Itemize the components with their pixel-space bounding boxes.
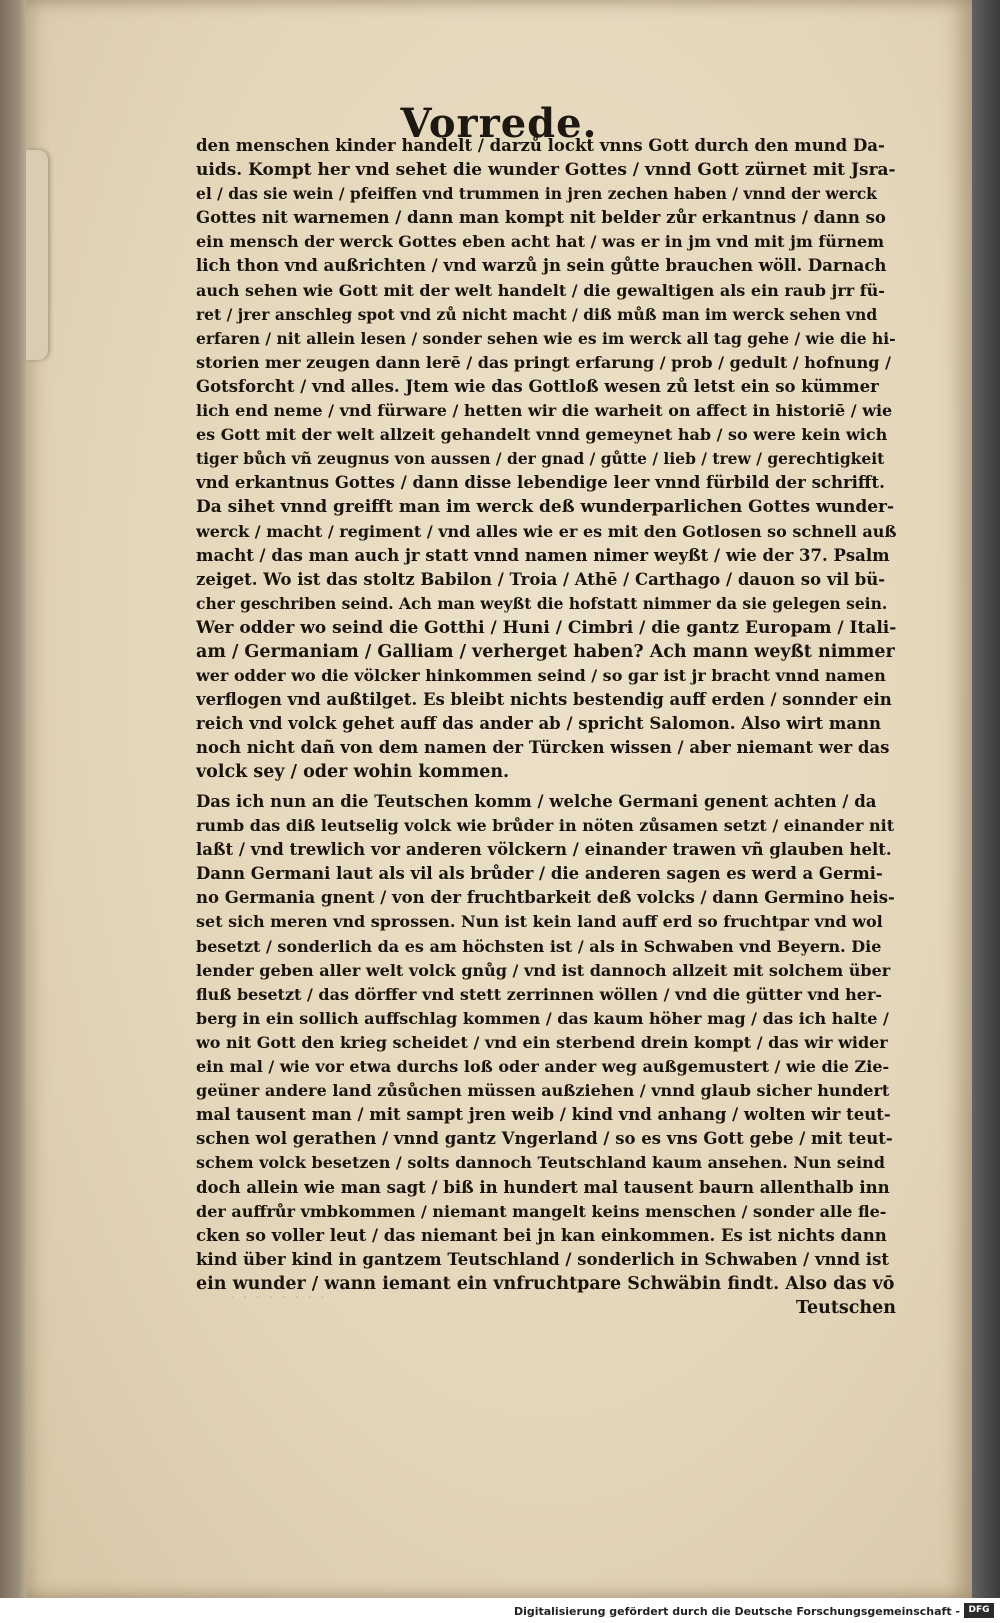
text-line: wo nit Gott den krieg scheidet / vnd ein sterbend drein kompt / das wir wider bbox=[196, 1032, 888, 1052]
text-line: set sich meren vnd sprossen. Nun ist kein land auff erd so fruchtpar vnd wol bbox=[196, 912, 883, 932]
text-line: noch nicht dañ von dem namen der Türcken wissen / aber niemant wer das bbox=[196, 738, 890, 758]
text-line: berg in ein sollich auffschlag kommen / das kaum höher mag / das ich halte / bbox=[196, 1008, 889, 1028]
text-line: Wer odder wo seind die Gotthi / Huni / Cimbri / die gantz Europam / Itali- bbox=[196, 617, 896, 638]
text-line: kind über kind in gantzem Teutschland / sonderlich in Schwaben / vnnd ist bbox=[196, 1249, 889, 1269]
text-line: besetzt / sonderlich da es am höchsten ist / als in Schwaben vnd Beyern. Die bbox=[196, 936, 882, 956]
text-line: erfaren / nit allein lesen / sonder sehen wie es im werck all tag gehe / wie die hi- bbox=[196, 328, 896, 348]
text-line: Dann Germani laut als vil als brůder / die anderen sagen es werd a Germi- bbox=[196, 864, 883, 884]
text-line: auch sehen wie Gott mit der welt handelt / die gewaltigen als ein raub jrr fü- bbox=[196, 280, 885, 300]
text-line: Gottes nit warnemen / dann man kompt nit belder zůr erkantnus / dann so bbox=[196, 208, 886, 228]
text-line: mal tausent man / mit sampt jren weib / kind vnd anhang / wolten wir teut- bbox=[196, 1105, 891, 1125]
text-line: werck / macht / regiment / vnd alles wie er es mit den Gotlosen so schnell auß bbox=[196, 521, 896, 541]
text-line: macht / das man auch jr statt vnnd namen nimer weyßt / wie der 37. Psalm bbox=[196, 545, 890, 565]
dfg-logo-icon: DFG bbox=[964, 1603, 994, 1618]
text-line: Da sihet vnnd greifft man im werck deß wunderparlichen Gottes wunder- bbox=[196, 497, 895, 518]
text-line: ein mensch der werck Gottes eben acht hat / was er in jm vnd mit jm fürnem bbox=[196, 232, 885, 252]
text-line: el / das sie wein / pfeiffen vnd trummen in jren zechen haben / vnnd der werck bbox=[196, 184, 877, 204]
text-line: vnd erkantnus Gottes / dann disse lebendige leer vnnd fürbild der schrifft. bbox=[196, 473, 885, 493]
text-line: laßt / vnd trewlich vor anderen völckern / einander trawen vñ glauben helt. bbox=[196, 840, 892, 860]
text-line: lich end neme / vnd fürware / hetten wir die warheit on affect in historiē / wie bbox=[196, 401, 893, 421]
text-line: schem volck besetzen / solts dannoch Teutschland kaum ansehen. Nun seind bbox=[196, 1153, 885, 1173]
bleed-through-shadow: · · · · · · · · bbox=[230, 1290, 327, 1306]
text-line: Das ich nun an die Teutschen komm / welche Germani genent achten / da bbox=[196, 792, 877, 811]
text-line: am / Germaniam / Galliam / verherget haben? Ach mann weyßt nimmer bbox=[196, 641, 895, 662]
text-line: storien mer zeugen dann lerē / das pringt erfarung / prob / gedult / hofnung / bbox=[196, 352, 891, 372]
text-line: lich thon vnd außrichten / vnd warzů jn sein gůtte brauchen wöll. Darnach bbox=[196, 256, 887, 276]
text-line: rumb das diß leutselig volck wie brůder in nöten zůsamen setzt / einander nit bbox=[196, 816, 895, 836]
text-line: geüner andere land zůsůchen müssen außziehen / vnnd glaub sicher hundert bbox=[196, 1081, 890, 1101]
text-line: der auffrůr vmbkommen / niemant mangelt keins menschen / sonder alle fle- bbox=[196, 1201, 887, 1221]
text-line: volck sey / oder wohin kommen. bbox=[196, 762, 510, 783]
paragraph-2 bbox=[196, 790, 896, 1320]
text-line: es Gott mit der welt allzeit gehandelt vnnd gemeynet hab / so were kein wich bbox=[196, 425, 888, 445]
text-line: doch allein wie man sagt / biß in hundert mal tausent baurn allenthalb inn bbox=[196, 1177, 890, 1197]
text-line: den menschen kinder handelt / darzů lockt vnns Gott durch den mund Da- bbox=[196, 136, 885, 155]
digitization-credit: Digitalisierung gefördert durch die Deutsche Forschungsgemeinschaft - bbox=[513, 1605, 960, 1618]
text-line: ret / jrer anschleg spot vnd zů nicht macht / diß můß man im werck sehen vnd bbox=[196, 304, 878, 324]
text-line: verflogen vnd außtilget. Es bleibt nichts bestendig auff erden / sonnder ein bbox=[196, 690, 892, 710]
text-line: cher geschriben seind. Ach man weyßt die hofstatt nimmer da sie gelegen sein. bbox=[196, 593, 888, 613]
text-line: schen wol gerathen / vnnd gantz Vngerland / so es vns Gott gebe / mit teut- bbox=[196, 1129, 893, 1149]
paragraph-1 bbox=[196, 134, 896, 785]
text-line: zeiget. Wo ist das stoltz Babilon / Troia / Athē / Carthago / dauon so vil bü- bbox=[196, 569, 886, 589]
text-line: wer odder wo die völcker hinkommen seind / so gar ist jr bracht vnnd namen bbox=[196, 666, 886, 686]
text-line: Gotsforcht / vnd alles. Jtem wie das Gottloß wesen zů letst ein so kümmer bbox=[196, 376, 879, 396]
text-line: cken so voller leut / das niemant bei jn kan einkommen. Es ist nichts dann bbox=[196, 1225, 887, 1245]
text-line: no Germania gnent / von der fruchtbarkeit deß volcks / dann Germino heis- bbox=[196, 888, 895, 908]
running-head: Vorrede. bbox=[400, 100, 598, 147]
text-line: lender geben aller welt volck gnůg / vnd ist dannoch allzeit mit solchem über bbox=[196, 960, 891, 980]
text-line: uids. Kompt her vnd sehet die wunder Gottes / vnnd Gott zürnet mit Jsra- bbox=[196, 160, 896, 181]
page-edge-tab bbox=[26, 150, 48, 360]
text-line: ein mal / wie vor etwa durchs loß oder ander weg außgemustert / wie die Zie- bbox=[196, 1057, 890, 1077]
text-line: ein wunder / wann iemant ein vnfruchtpare Schwäbin findt. Also das vō bbox=[196, 1273, 895, 1294]
text-line: reich vnd volck gehet auff das ander ab / spricht Salomon. Also wirt mann bbox=[196, 714, 882, 734]
text-line: tiger bůch vñ zeugnus von aussen / der gnad / gůtte / lieb / trew / gerechtigkeit bbox=[196, 449, 885, 469]
catchword: Teutschen bbox=[795, 1297, 896, 1318]
text-line: fluß besetzt / das dörffer vnd stett zerrinnen wöllen / vnd die gütter vnd her- bbox=[196, 984, 883, 1004]
